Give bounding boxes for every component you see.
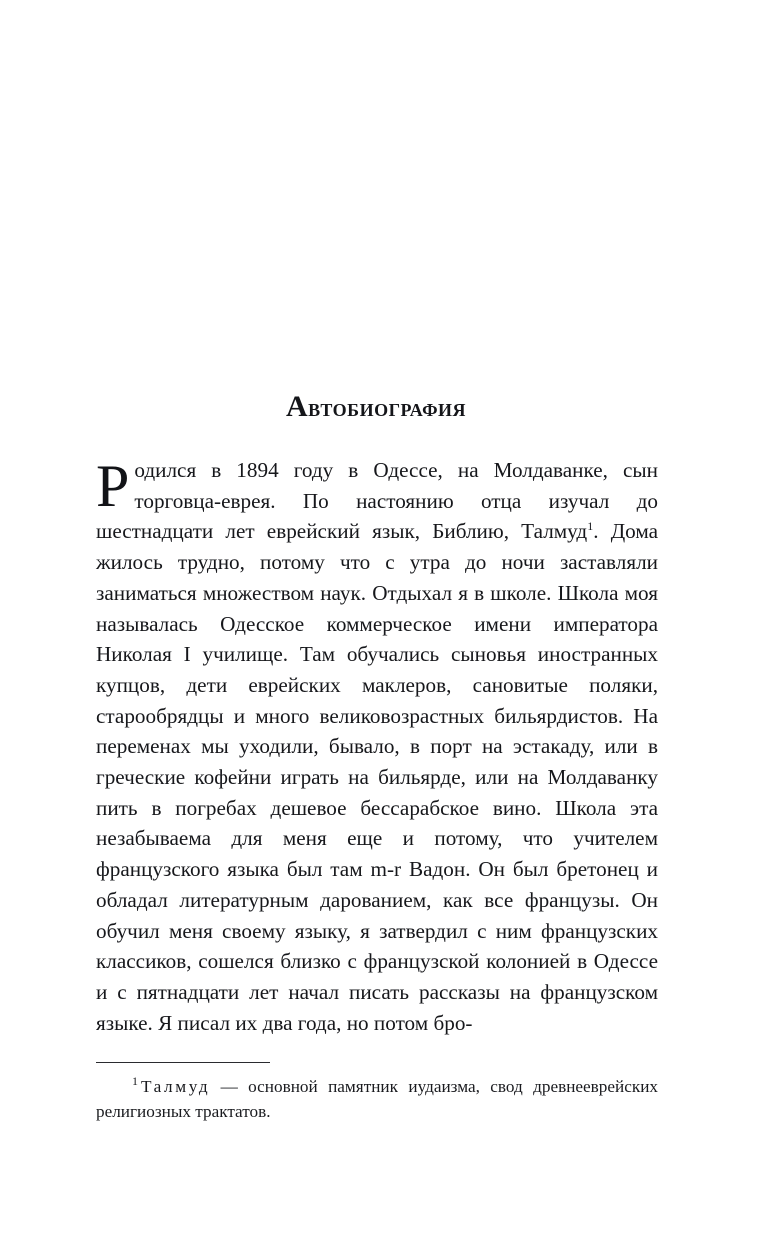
chapter-title-rest: втобиография [308,393,467,423]
drop-cap: Р [96,453,130,519]
footnote-reference[interactable]: 1 [587,519,594,534]
footnote-definition: — основной памятник иудаизма, свод древнееврейских религиозных трактатов. [96,1077,658,1121]
footnote-term: Талмуд [141,1077,211,1096]
footnote-marker: 1 [132,1074,138,1089]
footnote-text [96,1074,658,1124]
page-content [96,0,656,1240]
footnote-separator [96,1062,270,1063]
paragraph-start: одился в 1894 году в Одессе, на Молдаванке, сын торговца-еврея. По настоянию отца изучал до шестнадцати лет еврейский язык, Библию, Талмуд [96,458,658,544]
chapter-title [96,390,656,424]
chapter-title-initial: А [285,390,309,424]
paragraph-continuation: . Дома жилось трудно, потому что с утра до ночи заставляли заниматься множеством наук. Отдыхал я в школе. Школа моя называлась Одесское коммерческое имени императора Николая I училище. Там обучались сыновья иностранных купцов, дети еврейских маклеров, сановитые поляки, старообрядцы и много великовозрастных бильярдистов. На переменах мы уходили, бывало, в порт на эстакаду, или в греческие кофейни играть на бильярде, или на Молдаванку пить в погребах дешевое бессарабское вино. Школа эта незабываема для меня еще и потому, что учителем французского языка был там m-r Вадон. Он был бретонец и обладал литературным дарованием, как все французы. Он обучил меня своему языку, я затвердил с ним французских классиков, сошелся близко с французской колонией в Одессе и с пятнадцати лет начал писать рассказы на французском языке. Я писал их два года, но потом бро- [96,519,658,1035]
body-paragraph [96,455,658,1038]
